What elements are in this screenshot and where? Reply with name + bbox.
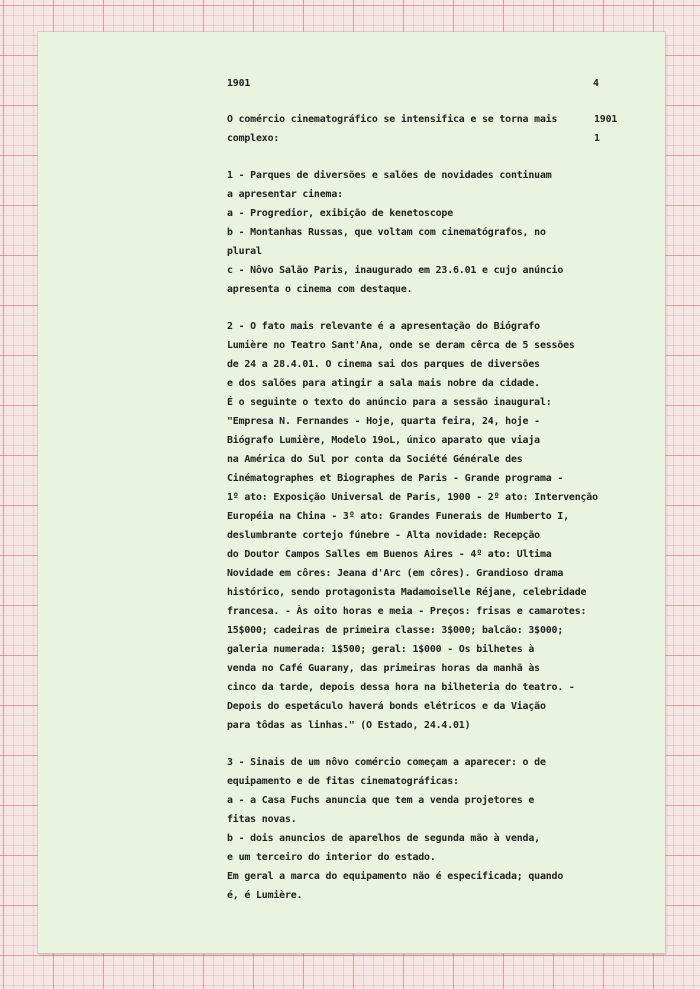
typewritten-page: [38, 32, 665, 953]
section1-line: a apresentar cinema:: [227, 189, 343, 200]
section3-line: a - a Casa Fuchs anuncia que tem a venda projetores e: [227, 795, 535, 806]
section2-line: na América do Sul por conta da Société Générale des: [227, 454, 523, 465]
section3-line: 3 - Sinais de um nôvo comércio começam a aparecer: o de: [227, 757, 546, 768]
section2-line: de 24 a 28.4.01. O cinema sai dos parques de diversões: [227, 359, 540, 370]
section2-line: venda no Café Guarany, das primeiras horas da manhã às: [227, 663, 540, 674]
section3-line: b - dois anuncios de aparelhos de segunda mão à venda,: [227, 833, 540, 844]
section1-line: b - Montanhas Russas, que voltam com cinematógrafos, no: [227, 227, 546, 238]
page-number: 4: [593, 78, 599, 89]
section2-line: Depois do espetáculo haverá bonds elétricos e da Viação: [227, 701, 546, 712]
header-year: 1901: [227, 78, 251, 89]
margin-number: 1: [594, 133, 600, 144]
section1-line: 1 - Parques de diversões e salões de novidades continuam: [227, 170, 552, 181]
section2-line: 1º ato: Exposição Universal de Paris, 1900 - 2º ato: Intervenção: [227, 492, 598, 503]
section2-line: cinco da tarde, depois dessa hora na bilheteria do teatro. -: [227, 682, 575, 693]
section2-line: Lumière no Teatro Sant'Ana, onde se deram cêrca de 5 sessões: [227, 340, 575, 351]
section1-line: apresenta o cinema com destaque.: [227, 284, 413, 295]
section1-line: plural: [227, 246, 262, 257]
intro-line: complexo:: [227, 133, 280, 144]
section3-line: equipamento e de fitas cinematográficas:: [227, 776, 459, 787]
section2-line: Novidade em côres: Jeana d'Arc (em côres). Grandioso drama: [227, 568, 564, 579]
section3-line: fitas novas.: [227, 814, 297, 825]
section2-line: para tôdas as linhas." (O Estado, 24.4.01): [227, 720, 471, 731]
intro-line: O comércio cinematográfico se intensifica e se torna mais: [227, 114, 558, 125]
section2-line: 15$000; cadeiras de primeira classe: 3$000; balcão: 3$000;: [227, 625, 564, 636]
section2-line: galeria numerada: 1$500; geral: 1$000 - Os bilhetes à: [227, 644, 535, 655]
section3-line: Em geral a marca do equipamento não é especificada; quando: [227, 871, 564, 882]
section2-line: francesa. - Às oito horas e meia - Preços: frisas e camarotes:: [227, 606, 587, 617]
section2-line: Européia na China - 3º ato: Grandes Funerais de Humberto I,: [227, 511, 569, 522]
section3-line: e um terceiro do interior do estado.: [227, 852, 436, 863]
section2-line: 2 - O fato mais relevante é a apresentação do Biógrafo: [227, 321, 540, 332]
section2-line: "Empresa N. Fernandes - Hoje, quarta feira, 24, hoje -: [227, 416, 540, 427]
section2-line: É o seguinte o texto do anúncio para a sessão inaugural:: [227, 397, 552, 408]
section3-line: é, é Lumière.: [227, 890, 303, 901]
section2-line: e dos salões para atingir a sala mais nobre da cidade.: [227, 378, 540, 389]
section1-line: c - Nôvo Salão Paris, inaugurado em 23.6.01 e cujo anúncio: [227, 265, 564, 276]
section2-line: deslumbrante cortejo fúnebre - Alta novidade: Recepção: [227, 530, 540, 541]
margin-year: 1901: [594, 114, 618, 125]
section2-line: histórico, sendo protagonista Madamoiselle Réjane, celebridade: [227, 587, 587, 598]
section1-line: a - Progredior, exibição de kenetoscope: [227, 208, 454, 219]
section2-line: do Doutor Campos Salles em Buenos Aires - 4º ato: Ultima: [227, 549, 552, 560]
section2-line: Biógrafo Lumière, Modelo 19oL, único aparato que viaja: [227, 435, 540, 446]
section2-line: Cinématographes et Biographes de Paris - Grande programa -: [227, 473, 564, 484]
